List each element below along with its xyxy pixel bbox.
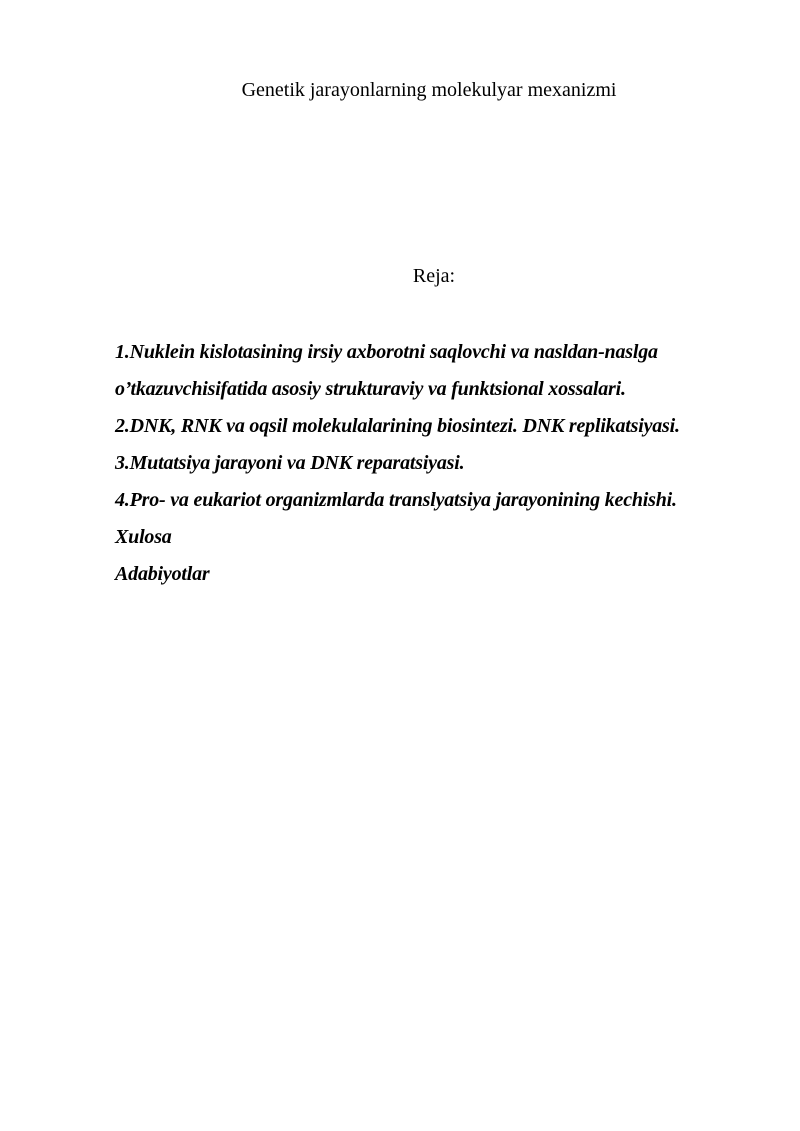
page-title: Genetik jarayonlarning molekulyar mexanizmi [241, 79, 617, 101]
plan-item-references: Adabiyotlar [115, 563, 210, 585]
plan-item-1-line-1: 1.Nuklein kislotasining irsiy axborotni saqlovchi va nasldan-naslga [115, 341, 658, 363]
plan-item-2: 2.DNK, RNK va oqsil molekulalarining biosintezi. DNK replikatsiyasi. [115, 415, 680, 437]
plan-item-conclusion: Xulosa [115, 526, 172, 548]
plan-item-4: 4.Pro- va eukariot organizmlarda translyatsiya jarayonining kechishi. [115, 489, 677, 511]
plan-item-1-line-2: o’tkazuvchisifatida asosiy strukturaviy va funktsional xossalari. [115, 378, 626, 400]
plan-list [115, 334, 775, 593]
plan-heading: Reja: [412, 265, 456, 287]
plan-item-3: 3.Mutatsiya jarayoni va DNK reparatsiyasi. [115, 452, 465, 474]
